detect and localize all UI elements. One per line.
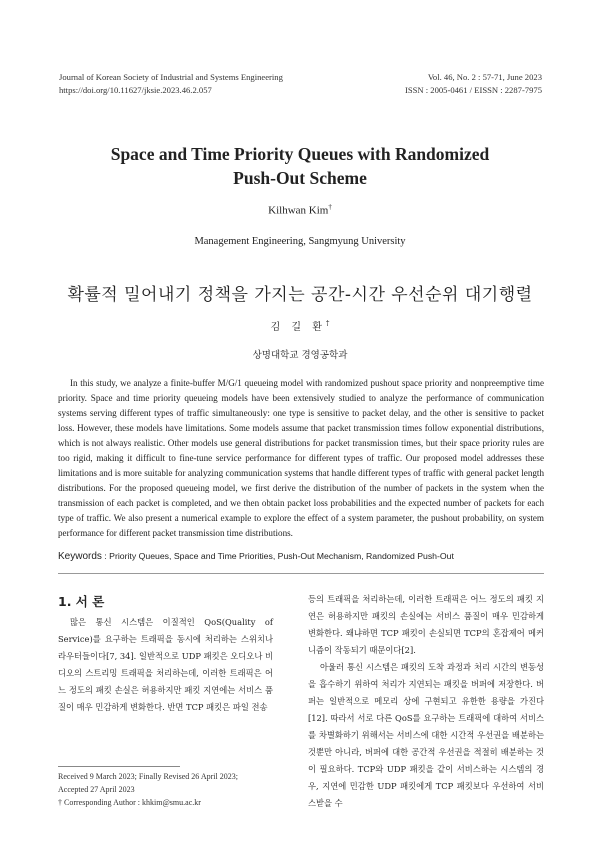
- keywords-separator: :: [101, 551, 110, 561]
- author: [0, 203, 600, 217]
- author-mark: †: [328, 203, 332, 211]
- affiliation: Management Engineering, Sangmyung University: [194, 236, 406, 247]
- paper-title-line-2: Push-Out Scheme: [233, 168, 367, 188]
- korean-title: 확률적 밀어내기 정책을 가지는 공간-시간 우선순위 대기행렬: [67, 285, 533, 305]
- paper-title: [0, 142, 600, 190]
- korean-author-name: 김 길 환: [270, 322, 326, 333]
- received-date: Received 9 March 2023; Finally Revised 26 April 2023;: [58, 772, 238, 781]
- journal-name: Journal of Korean Society of Industrial and Systems Engineering: [59, 72, 283, 82]
- keywords-list: Priority Queues, Space and Time Priorities, Push-Out Mechanism, Randomized Push-Out: [109, 551, 454, 561]
- section-heading: 1. 서 론: [58, 594, 105, 609]
- paper-title-line-1: Space and Time Priority Queues with Randomized: [110, 144, 490, 164]
- doi-link[interactable]: https://doi.org/10.11627/jksie.2023.46.2.057: [59, 85, 212, 95]
- right-column: [308, 591, 544, 812]
- footnote: [58, 770, 278, 809]
- journal-header-left: [59, 71, 283, 97]
- divider: [58, 573, 544, 574]
- footnote-divider: [58, 766, 180, 767]
- korean-author: [0, 318, 600, 333]
- korean-affiliation: 상명대학교 경영공학과: [252, 350, 348, 361]
- corresponding-author: † Corresponding Author : khkim@smu.ac.kr: [58, 798, 201, 807]
- body-paragraph: 많은 통신 시스템은 이질적인 QoS(Quality of Service)를 요구하는 트래픽을 동시에 처리하는 스위치나 라우터들이다[7, 34]. 일반적으로 UDP 패킷은 오디오나 비디오의 스트리밍 트래픽을 처리하는데, 이러한 트래픽은 어느 정도의 패킷 손실은 허용하지만 패킷 지연에는 서비스 품질이 매우 민감하게 변화한다. 반면 TCP 패킷은 파일 전송: [58, 617, 273, 712]
- author-name: Kilhwan Kim: [268, 204, 329, 217]
- accepted-date: Accepted 27 April 2023: [58, 785, 135, 794]
- volume-info: Vol. 46, No. 2 : 57-71, June 2023: [427, 72, 542, 82]
- korean-author-mark: †: [325, 319, 330, 328]
- keywords: [58, 551, 544, 562]
- left-column: [58, 614, 273, 716]
- abstract: In this study, we analyze a finite-buffer M/G/1 queueing model with randomized pushout space priority and nonpreemptive time priority. Space and time priority queueing models have been extensively studied to analyze the performance of communication systems serving different types of traffic simultaneously: one type is sensitive to packet delay, and the other is sensitive to packet loss. However, these models have limitations. Some models assume that packet transmission times follow exponential distributions, which is not always realistic. Other models use general distributions for packet transmission times, but their space priority rules are too rigid, making it difficult to fine-tune service performance for different types of traffic. Our proposed model addresses these limitations and is more suitable for analyzing communication systems that handle different types of traffic with general packet length distributions. For the proposed queueing model, we first derive the distribution of the number of packets in the system when the transmission of each packet is completed, and we then obtain packet loss probabilities and the expected number of packets for each type of traffic. We also present a numerical example to explore the effect of a system parameter, the pushout probability, on system performance for different packet transmission time distributions.: [58, 378, 544, 538]
- body-paragraph: 아울러 통신 시스템은 패킷의 도착 과정과 처리 시간의 변동성을 흡수하기 위하여 처리가 지연되는 패킷을 버퍼에 저장한다. 버퍼는 일반적으로 메모리 상에 구현되고 유한한 용량을 가진다[12]. 따라서 서로 다른 QoS를 요구하는 트래픽에 대하여 서비스를 차별화하기 위해서는 서비스에 대한 시간적 우선권을 배분하는 것뿐만 아니라, 버퍼에 대한 공간적 우선권을 적절히 배분하는 것이 필요하다. TCP와 UDP 패킷을 같이 서비스하는 시스템의 경우, 지연에 민감한 UDP 패킷에게 TCP 패킷보다 우선하여 서비스받을 수: [308, 662, 544, 808]
- body-paragraph: 등의 트래픽을 처리하는데, 이러한 트래픽은 어느 정도의 패킷 지연은 허용하지만 패킷의 손실에는 서비스 품질이 매우 민감하게 변화한다. 왜냐하면 TCP 패킷이 손실되면 TCP의 혼잡제어 메커니즘이 작동되기 때문이다[2].: [308, 594, 544, 655]
- journal-header-right: [405, 71, 542, 97]
- issn-info: ISSN : 2005-0461 / EISSN : 2287-7975: [404, 85, 542, 95]
- keywords-label: Keywords: [58, 551, 102, 562]
